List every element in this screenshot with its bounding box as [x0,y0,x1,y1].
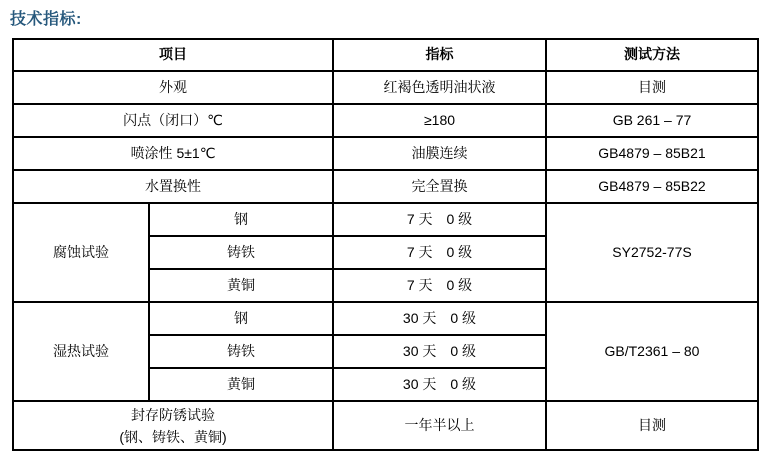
cell-item-line1: 封存防锈试验 [131,406,215,423]
cell-method: 目测 [546,401,758,450]
cell-method: GB 261 – 77 [546,104,758,137]
page-title: 技术指标: [10,11,82,28]
cell-indicator: 红褐色透明油状液 [333,71,546,104]
table-row [13,302,758,335]
cell-indicator: 一年半以上 [333,401,546,450]
cell-indicator: 30 天 0 级 [333,302,546,335]
cell-method: GB4879 – 85B21 [546,137,758,170]
technical-spec-table [12,38,759,451]
cell-material: 铸铁 [149,236,333,269]
header-item: 项目 [13,39,333,71]
cell-method: 目测 [546,71,758,104]
cell-indicator: 油膜连续 [333,137,546,170]
cell-material: 黄铜 [149,368,333,401]
cell-indicator: 7 天 0 级 [333,203,546,236]
cell-indicator: 7 天 0 级 [333,269,546,302]
table-header-row [13,39,758,71]
cell-material: 黄铜 [149,269,333,302]
cell-indicator: 完全置换 [333,170,546,203]
cell-item: 闪点（闭口）℃ [13,104,333,137]
cell-group-damp-heat: 湿热试验 [13,302,149,401]
cell-material: 钢 [149,302,333,335]
header-indicator: 指标 [333,39,546,71]
cell-method: SY2752-77S [546,203,758,302]
cell-material: 铸铁 [149,335,333,368]
table-row [13,104,758,137]
cell-group-corrosion: 腐蚀试验 [13,203,149,302]
cell-indicator: ≥180 [333,104,546,137]
cell-indicator: 7 天 0 级 [333,236,546,269]
table-row [13,71,758,104]
cell-item-line2: (钢、铸铁、黄铜) [119,428,227,445]
cell-method: GB/T2361 – 80 [546,302,758,401]
cell-item-sealed-test [13,401,333,450]
table-row [13,401,758,450]
cell-material: 钢 [149,203,333,236]
table-row [13,170,758,203]
cell-indicator: 30 天 0 级 [333,335,546,368]
cell-item: 喷涂性 5±1℃ [13,137,333,170]
cell-item: 水置换性 [13,170,333,203]
cell-item: 外观 [13,71,333,104]
cell-method: GB4879 – 85B22 [546,170,758,203]
table-row [13,203,758,236]
header-test-method: 测试方法 [546,39,758,71]
cell-indicator: 30 天 0 级 [333,368,546,401]
table-row [13,137,758,170]
